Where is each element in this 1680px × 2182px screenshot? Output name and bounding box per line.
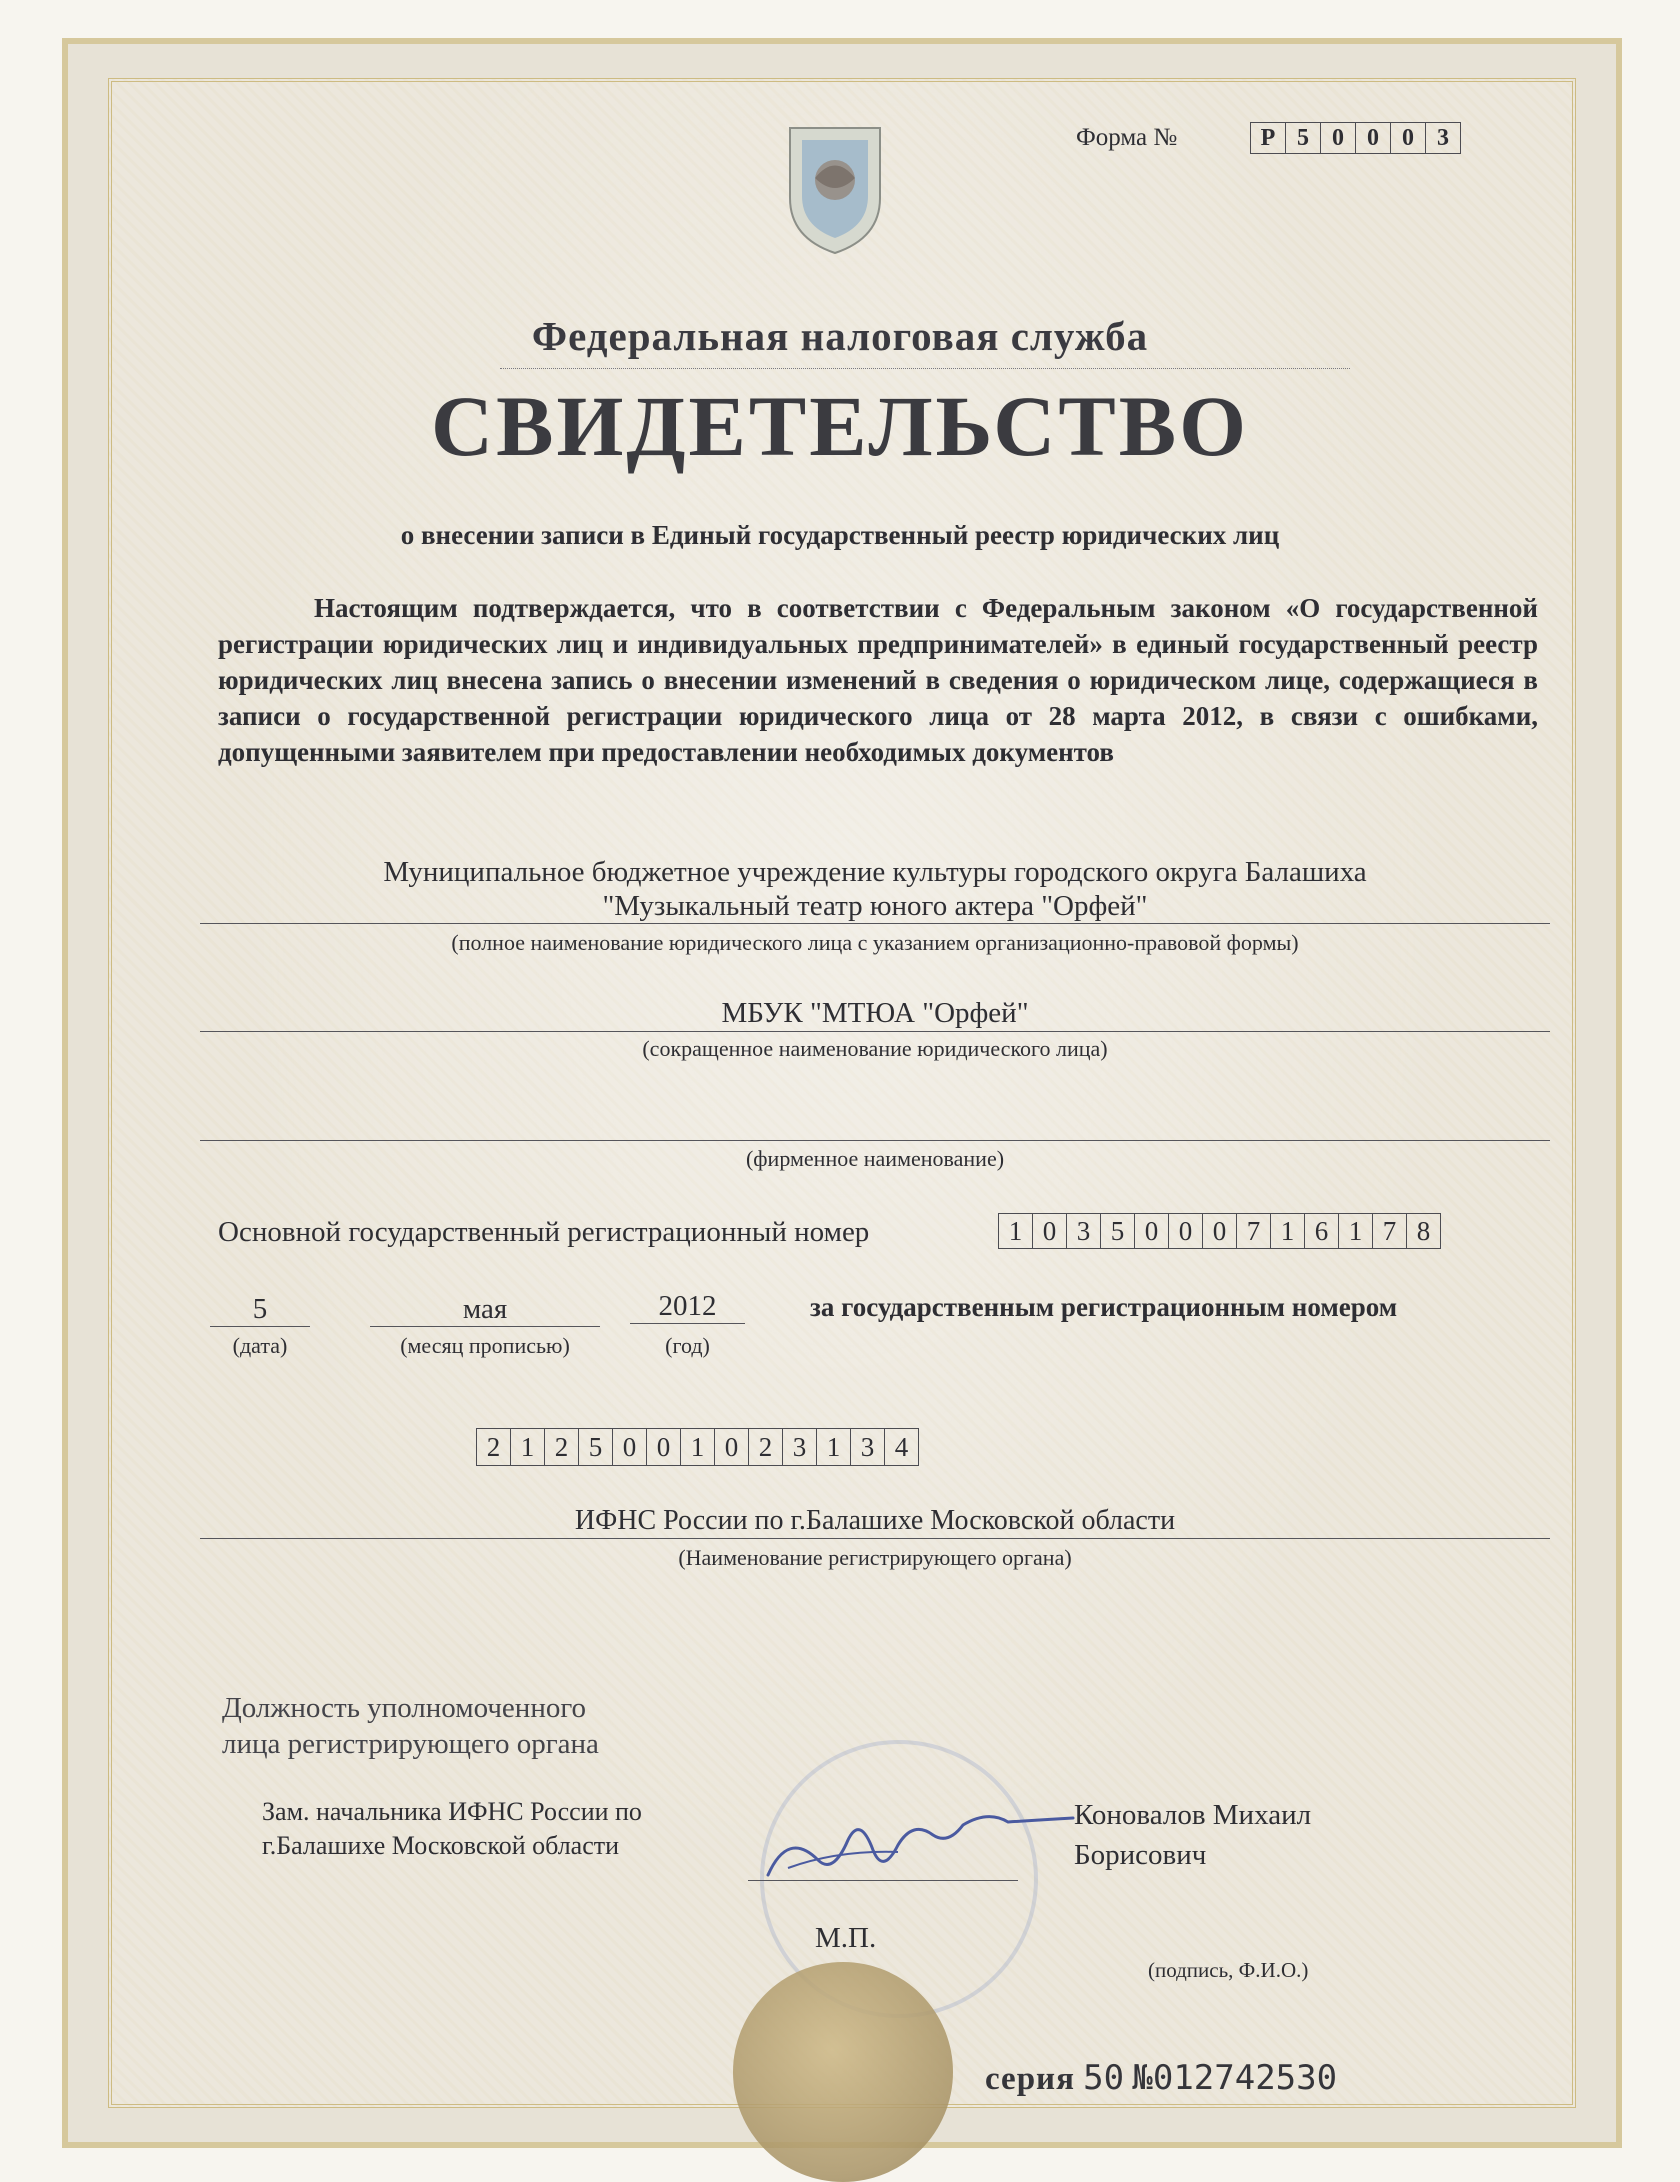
ogrn-label: Основной государственный регистрационный номер: [218, 1216, 870, 1248]
series-code: 50: [1083, 2058, 1125, 2098]
agency-name: Федеральная налоговая служба: [531, 313, 1149, 359]
grn-digit: 1: [511, 1428, 545, 1466]
ogrn-digit: 7: [1373, 1213, 1407, 1249]
registering-authority-caption: (Наименование регистрирующего органа): [678, 1545, 1072, 1570]
agency-underline: [500, 368, 1350, 369]
ogrn-digit: 0: [1135, 1213, 1169, 1249]
date-day-caption: (дата): [232, 1333, 288, 1358]
firm-name-field: [200, 1110, 1550, 1141]
form-digit: 0: [1321, 122, 1356, 154]
signer-name-line-2: Борисович: [1074, 1839, 1207, 1871]
official-position-line-2: г.Балашихе Московской области: [262, 1831, 620, 1860]
certification-paragraph: [218, 590, 1538, 770]
ogrn-boxes: [998, 1213, 1441, 1249]
ogrn-digit: 0: [1033, 1213, 1067, 1249]
firm-name-caption: (фирменное наименование): [745, 1146, 1005, 1171]
grn-digit: 3: [783, 1428, 817, 1466]
full-name-line-2: "Музыкальный театр юного актера "Орфей": [602, 890, 1148, 922]
form-number-boxes: [1250, 122, 1461, 154]
form-number-label: Форма №: [1076, 124, 1178, 151]
registering-authority: ИФНС России по г.Балашихе Московской области: [200, 1504, 1550, 1539]
official-position: [262, 1795, 642, 1863]
signature-icon: [748, 1790, 1088, 1900]
date-year-caption: (год): [665, 1333, 710, 1358]
ogrn-digit: 3: [1067, 1213, 1101, 1249]
grn-digit: 0: [613, 1428, 647, 1466]
signer-name-line-1: Коновалов Михаил: [1074, 1799, 1312, 1831]
hologram-seal: [733, 1962, 953, 2182]
position-label-line-2: лица регистрирующего органа: [222, 1728, 599, 1760]
ogrn-digit: 1: [998, 1213, 1033, 1249]
signer-name: [1074, 1795, 1311, 1875]
emblem-icon: [780, 118, 890, 258]
grn-digit: 2: [476, 1428, 511, 1466]
seal-place-label: М.П.: [815, 1922, 877, 1954]
signature-caption: (подпись, Ф.И.О.): [1148, 1958, 1309, 1982]
full-name-field: [200, 855, 1550, 924]
document-subtitle: о внесении записи в Единый государственный реестр юридических лиц: [400, 520, 1280, 550]
series-label: серия: [985, 2061, 1075, 2097]
ogrn-digit: 0: [1203, 1213, 1237, 1249]
full-name-line-1: Муниципальное бюджетное учреждение культуры городского округа Балашиха: [383, 856, 1367, 888]
short-name-field: МБУК "МТЮА "Орфей": [200, 995, 1550, 1032]
ogrn-digit: 1: [1339, 1213, 1373, 1249]
date-day: 5: [210, 1293, 310, 1327]
ogrn-digit: 6: [1305, 1213, 1339, 1249]
position-label: [222, 1690, 599, 1762]
short-name-caption: (сокращенное наименование юридического лица): [642, 1036, 1108, 1061]
grn-digit: 1: [817, 1428, 851, 1466]
series-number: [985, 2058, 1337, 2098]
grn-digit: 5: [579, 1428, 613, 1466]
date-year: 2012: [630, 1290, 745, 1324]
signature-line: [748, 1880, 1018, 1881]
document-title: СВИДЕТЕЛЬСТВО: [431, 378, 1249, 474]
form-digit: Р: [1250, 122, 1286, 154]
position-label-line-1: Должность уполномоченного: [222, 1692, 587, 1724]
form-digit: 5: [1286, 122, 1321, 154]
ogrn-digit: 8: [1407, 1213, 1441, 1249]
ogrn-digit: 0: [1169, 1213, 1203, 1249]
grn-digit: 4: [885, 1428, 919, 1466]
form-digit: 3: [1426, 122, 1461, 154]
certificate-number: №012742530: [1132, 2058, 1338, 2098]
grn-digit: 1: [681, 1428, 715, 1466]
date-month-caption: (месяц прописью): [400, 1333, 570, 1358]
grn-digit: 0: [647, 1428, 681, 1466]
form-digit: 0: [1391, 122, 1426, 154]
ogrn-digit: 7: [1237, 1213, 1271, 1249]
full-name-caption: (полное наименование юридического лица с указанием организационно-правовой формы): [451, 930, 1299, 955]
certification-text: Настоящим подтверждается, что в соответствии с Федеральным законом «О государственной регистрации юридических лиц и индивидуальных предпринимателей» в единый государственный реестр юридических лиц внесена запись о внесении изменений в сведения о юридическом лице, содержащиеся в записи о государственной регистрации юридического лица от 28 марта 2012, в связи с ошибками, допущенными заявителем при предоставлении необходимых документов: [218, 593, 1538, 767]
grn-digit: 0: [715, 1428, 749, 1466]
form-digit: 0: [1356, 122, 1391, 154]
grn-digit: 3: [851, 1428, 885, 1466]
date-month: мая: [370, 1293, 600, 1327]
official-position-line-1: Зам. начальника ИФНС России по: [262, 1797, 642, 1826]
grn-boxes: [476, 1428, 919, 1466]
grn-label: за государственным регистрационным номером: [810, 1292, 1398, 1322]
ogrn-digit: 1: [1271, 1213, 1305, 1249]
ogrn-digit: 5: [1101, 1213, 1135, 1249]
grn-digit: 2: [545, 1428, 579, 1466]
grn-digit: 2: [749, 1428, 783, 1466]
